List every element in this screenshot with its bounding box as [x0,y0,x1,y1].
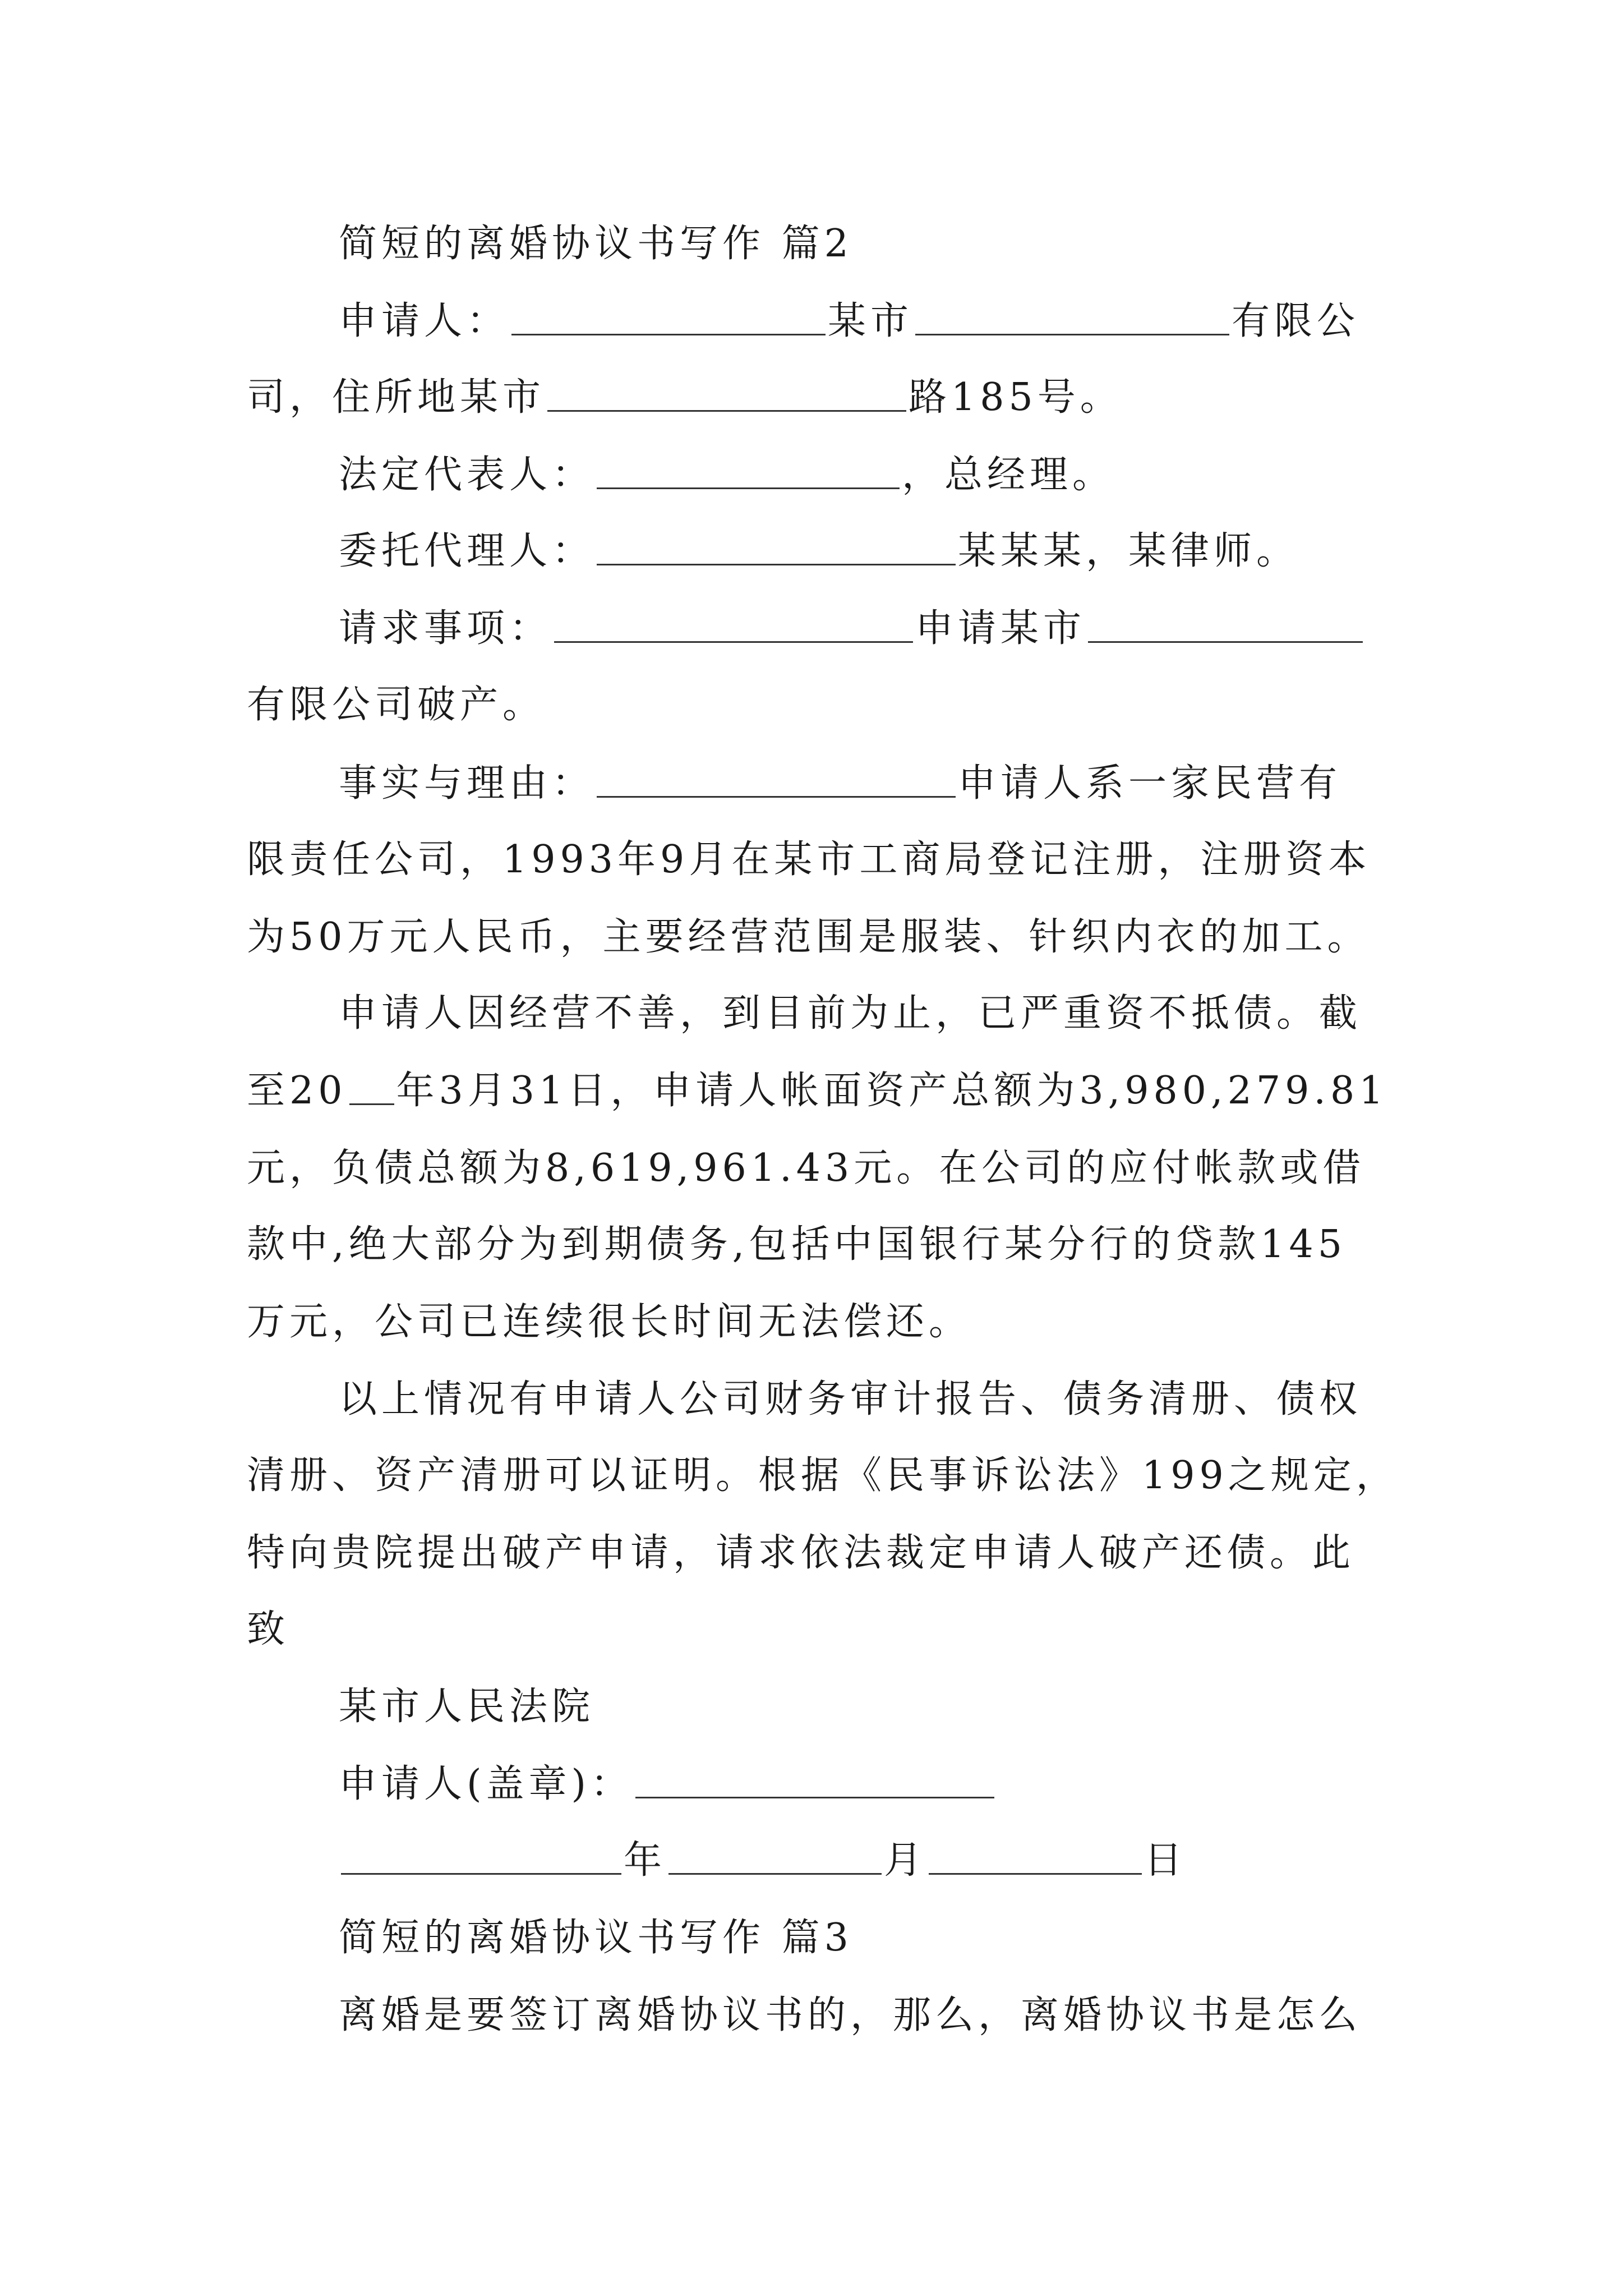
legal-rep-blank [597,453,900,489]
request-cont-line: 有限公司破产。 [247,683,546,727]
legal-rep-title: ，总经理。 [902,453,1115,497]
applicant-address-label: 司，住所地某市 [247,375,546,420]
date-day-label: 日 [1144,1838,1187,1883]
seal-line [339,1762,997,1807]
section-heading-2: 简短的离婚协议书写作 篇2 [339,222,853,266]
request-blank [554,606,913,643]
para2-line-1: 申请人因经营不善，到目前为止，已严重资不抵债。截 [339,991,1362,1036]
para3-line-2: 清册、资产清册可以证明。根据《民事诉讼法》199之规定， [247,1453,1399,1498]
para2-line-2-start: 至20 [247,1069,347,1113]
request-text: 申请某市 [915,606,1086,651]
facts-label: 事实与理由： [339,761,595,806]
agent-label: 委托代理人： [339,529,595,573]
seal-label: 申请人(盖章)： [339,1762,634,1806]
agent-name: 某某某，某律师。 [958,529,1299,573]
para3-line-4: 致 [247,1607,290,1651]
seal-blank [635,1762,994,1798]
company-name-blank [915,299,1229,335]
intro-line: 离婚是要签订离婚协议书的，那么，离婚协议书是怎么 [339,1993,1362,2037]
applicant-city: 某市 [828,299,914,343]
para2-line-4: 款中,绝大部分为到期债务,包括中国银行某分行的贷款145 [247,1222,1347,1267]
facts-line-3: 为50万元人民币，主要经营范围是服装、针织内衣的加工。 [247,915,1370,959]
year-digits-blank [349,1069,394,1105]
court-name: 某市人民法院 [339,1685,595,1729]
applicant-company-suffix: 有限公 [1232,299,1360,343]
legal-rep-line [339,453,1115,498]
para2-line-2 [247,1069,1388,1114]
section-heading-3: 简短的离婚协议书写作 篇3 [339,1916,853,1960]
facts-line-1 [339,761,1341,806]
agent-blank [597,529,956,565]
applicant-road: 路185号。 [909,375,1123,420]
request-label: 请求事项： [339,606,552,651]
request-company-blank [1088,606,1363,643]
applicant-line [339,299,1359,344]
facts-blank [597,761,956,798]
para3-line-1: 以上情况有申请人公司财务审计报告、债务清册、债权 [339,1377,1362,1421]
request-line [339,606,1365,651]
day-blank [929,1838,1142,1875]
address-blank [547,375,906,412]
agent-line [339,529,1299,574]
legal-rep-label: 法定代表人： [339,453,595,497]
applicant-address-line [247,375,1123,420]
para3-line-3: 特向贵院提出破产申请，请求依法裁定申请人破产还债。此 [247,1531,1355,1575]
date-month-label: 月 [884,1838,927,1883]
para2-line-3: 元，负债总额为8,619,961.43元。在公司的应付帐款或借 [247,1146,1366,1190]
applicant-label: 申请人： [339,299,510,343]
para2-line-2-rest: 年3月31日，申请人帐面资产总额为3,980,279.81 [396,1069,1388,1113]
date-line [339,1838,1187,1883]
applicant-blank [511,299,826,335]
para2-line-5: 万元，公司已连续很长时间无法偿还。 [247,1300,972,1344]
month-blank [668,1838,882,1875]
year-blank [341,1838,621,1875]
date-year-label: 年 [624,1838,667,1883]
facts-text: 申请人系一家民营有 [958,761,1342,806]
facts-line-2: 限责任公司，1993年9月在某市工商局登记注册，注册资本 [247,838,1371,882]
